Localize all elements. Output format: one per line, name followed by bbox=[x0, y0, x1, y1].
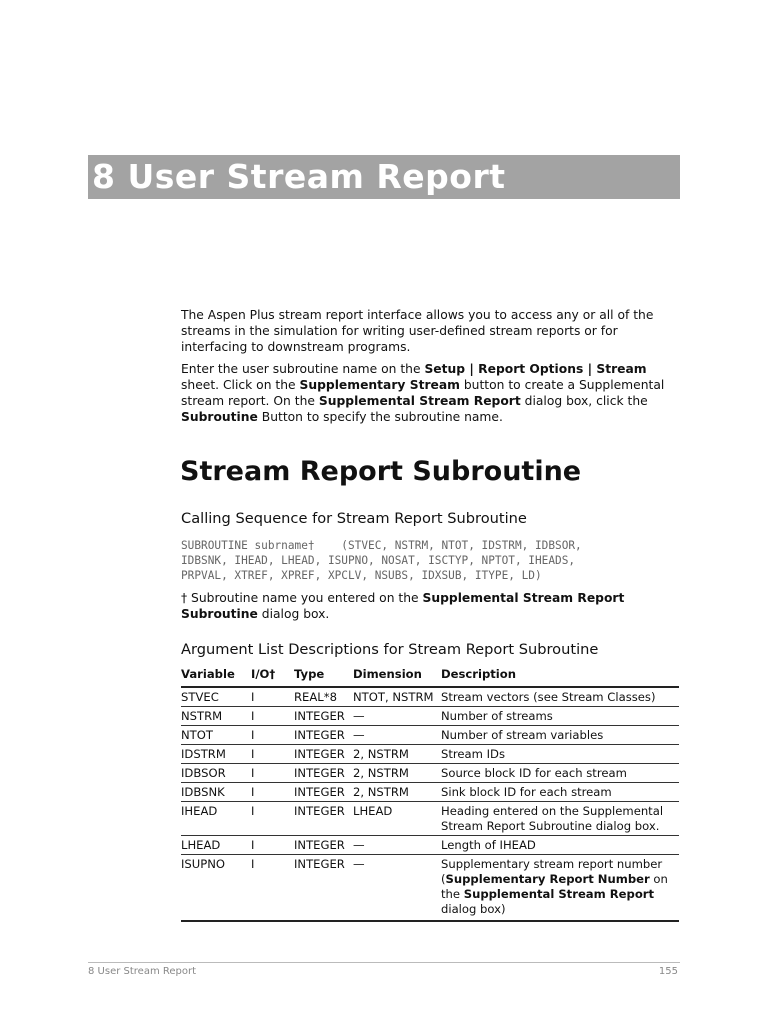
text: on the bbox=[441, 872, 668, 901]
table-row bbox=[181, 783, 679, 802]
table-cell: Source block ID for each stream bbox=[441, 764, 679, 783]
table-cell: Heading entered on the Supplemental Stream Report Subroutine dialog box. bbox=[441, 802, 679, 836]
intro-paragraph-2 bbox=[181, 361, 681, 425]
table-cell: 2, NSTRM bbox=[353, 764, 441, 783]
column-header: Variable bbox=[181, 664, 251, 687]
table-cell: I bbox=[251, 726, 294, 745]
table-cell: IHEAD bbox=[181, 802, 251, 836]
calling-sequence-heading: Calling Sequence for Stream Report Subroutine bbox=[181, 510, 527, 527]
table-cell: Stream IDs bbox=[441, 745, 679, 764]
text: Supplemental Stream Report Subroutine bbox=[181, 591, 625, 621]
table-cell: IDBSOR bbox=[181, 764, 251, 783]
table-cell: STVEC bbox=[181, 687, 251, 707]
table-cell: I bbox=[251, 802, 294, 836]
table-cell: — bbox=[353, 726, 441, 745]
calling-code: SUBROUTINE subrname† (STVEC, NSTRM, NTOT, IDSTRM, IDBSOR, IDBSNK, IHEAD, LHEAD, ISUPNO, NOSAT, ISCTYP, NPTOT, IHEADS, PRPVAL, XTREF, XPREF, XPCLV, NSUBS, IDXSUB, ITYPE, LD) bbox=[181, 539, 582, 582]
table-header bbox=[181, 664, 679, 687]
table-cell: IDSTRM bbox=[181, 745, 251, 764]
text: dialog box, click the bbox=[520, 394, 648, 408]
table-cell: INTEGER bbox=[294, 802, 353, 836]
table-cell: I bbox=[251, 745, 294, 764]
table-cell: Length of IHEAD bbox=[441, 836, 679, 855]
text: Subroutine bbox=[181, 410, 258, 424]
page-number: 155 bbox=[658, 966, 678, 977]
table-cell: NTOT bbox=[181, 726, 251, 745]
table-cell: I bbox=[251, 855, 294, 922]
text: Setup | Report Options | Stream bbox=[424, 362, 647, 376]
table-cell: IDBSNK bbox=[181, 783, 251, 802]
column-header: I/O† bbox=[251, 664, 294, 687]
table-cell: — bbox=[353, 836, 441, 855]
intro bbox=[181, 307, 681, 425]
text: Supplementary Stream bbox=[299, 378, 460, 392]
table-cell: Sink block ID for each stream bbox=[441, 783, 679, 802]
table-cell: I bbox=[251, 707, 294, 726]
table-row bbox=[181, 836, 679, 855]
table-cell: INTEGER bbox=[294, 726, 353, 745]
table-cell: Number of stream variables bbox=[441, 726, 679, 745]
table-row bbox=[181, 855, 679, 922]
table-cell: INTEGER bbox=[294, 707, 353, 726]
column-header: Dimension bbox=[353, 664, 441, 687]
footer-chapter: 8 User Stream Report bbox=[88, 966, 197, 977]
table-cell: REAL*8 bbox=[294, 687, 353, 707]
table-cell: I bbox=[251, 764, 294, 783]
table-cell: Stream vectors (see Stream Classes) bbox=[441, 687, 679, 707]
table-row bbox=[181, 802, 679, 836]
table-row bbox=[181, 707, 679, 726]
text: Supplemental Stream Report bbox=[463, 887, 655, 901]
table-row bbox=[181, 726, 679, 745]
table-cell: NSTRM bbox=[181, 707, 251, 726]
table-cell: 2, NSTRM bbox=[353, 745, 441, 764]
table-cell: INTEGER bbox=[294, 836, 353, 855]
table-cell: LHEAD bbox=[353, 802, 441, 836]
table-cell: INTEGER bbox=[294, 855, 353, 922]
table-cell: INTEGER bbox=[294, 745, 353, 764]
argument-list-heading: Argument List Descriptions for Stream Report Subroutine bbox=[181, 641, 599, 658]
column-header: Description bbox=[441, 664, 679, 687]
table-cell: — bbox=[353, 855, 441, 922]
page-footer bbox=[88, 962, 680, 977]
argument-table bbox=[181, 664, 679, 922]
text: dialog box. bbox=[257, 607, 330, 621]
text: sheet. Click on the bbox=[181, 378, 300, 392]
table-cell bbox=[441, 855, 679, 922]
column-header: Type bbox=[294, 664, 353, 687]
table-row bbox=[181, 764, 679, 783]
section-title: Stream Report Subroutine bbox=[180, 456, 582, 487]
text: dialog box) bbox=[441, 902, 506, 916]
table-cell: LHEAD bbox=[181, 836, 251, 855]
table-cell: I bbox=[251, 783, 294, 802]
chapter-title: 8 User Stream Report bbox=[92, 157, 506, 196]
table-cell: Number of streams bbox=[441, 707, 679, 726]
table-cell: I bbox=[251, 687, 294, 707]
text: Supplementary stream report number ( bbox=[441, 857, 663, 886]
table-cell: ISUPNO bbox=[181, 855, 251, 922]
table-row bbox=[181, 745, 679, 764]
table-cell: — bbox=[353, 707, 441, 726]
table-cell: 2, NSTRM bbox=[353, 783, 441, 802]
table-cell: INTEGER bbox=[294, 783, 353, 802]
table-row bbox=[181, 687, 679, 707]
text: Enter the user subroutine name on the bbox=[181, 362, 425, 376]
table-cell: I bbox=[251, 836, 294, 855]
text: Supplemental Stream Report bbox=[318, 394, 521, 408]
footnote bbox=[181, 590, 681, 622]
table-cell: NTOT, NSTRM bbox=[353, 687, 441, 707]
table-cell: INTEGER bbox=[294, 764, 353, 783]
text: Supplementary Report Number bbox=[445, 872, 650, 886]
text: Button to specify the subroutine name. bbox=[257, 410, 503, 424]
text: † Subroutine name you entered on the bbox=[181, 591, 423, 605]
text: button to create a Supplemental stream report. On the bbox=[181, 378, 665, 408]
intro-paragraph-1: The Aspen Plus stream report interface allows you to access any or all of the streams in the simulation for writing user-defined stream reports or for interfacing to downstream programs. bbox=[181, 308, 654, 354]
chapter-title-bar bbox=[88, 155, 680, 199]
